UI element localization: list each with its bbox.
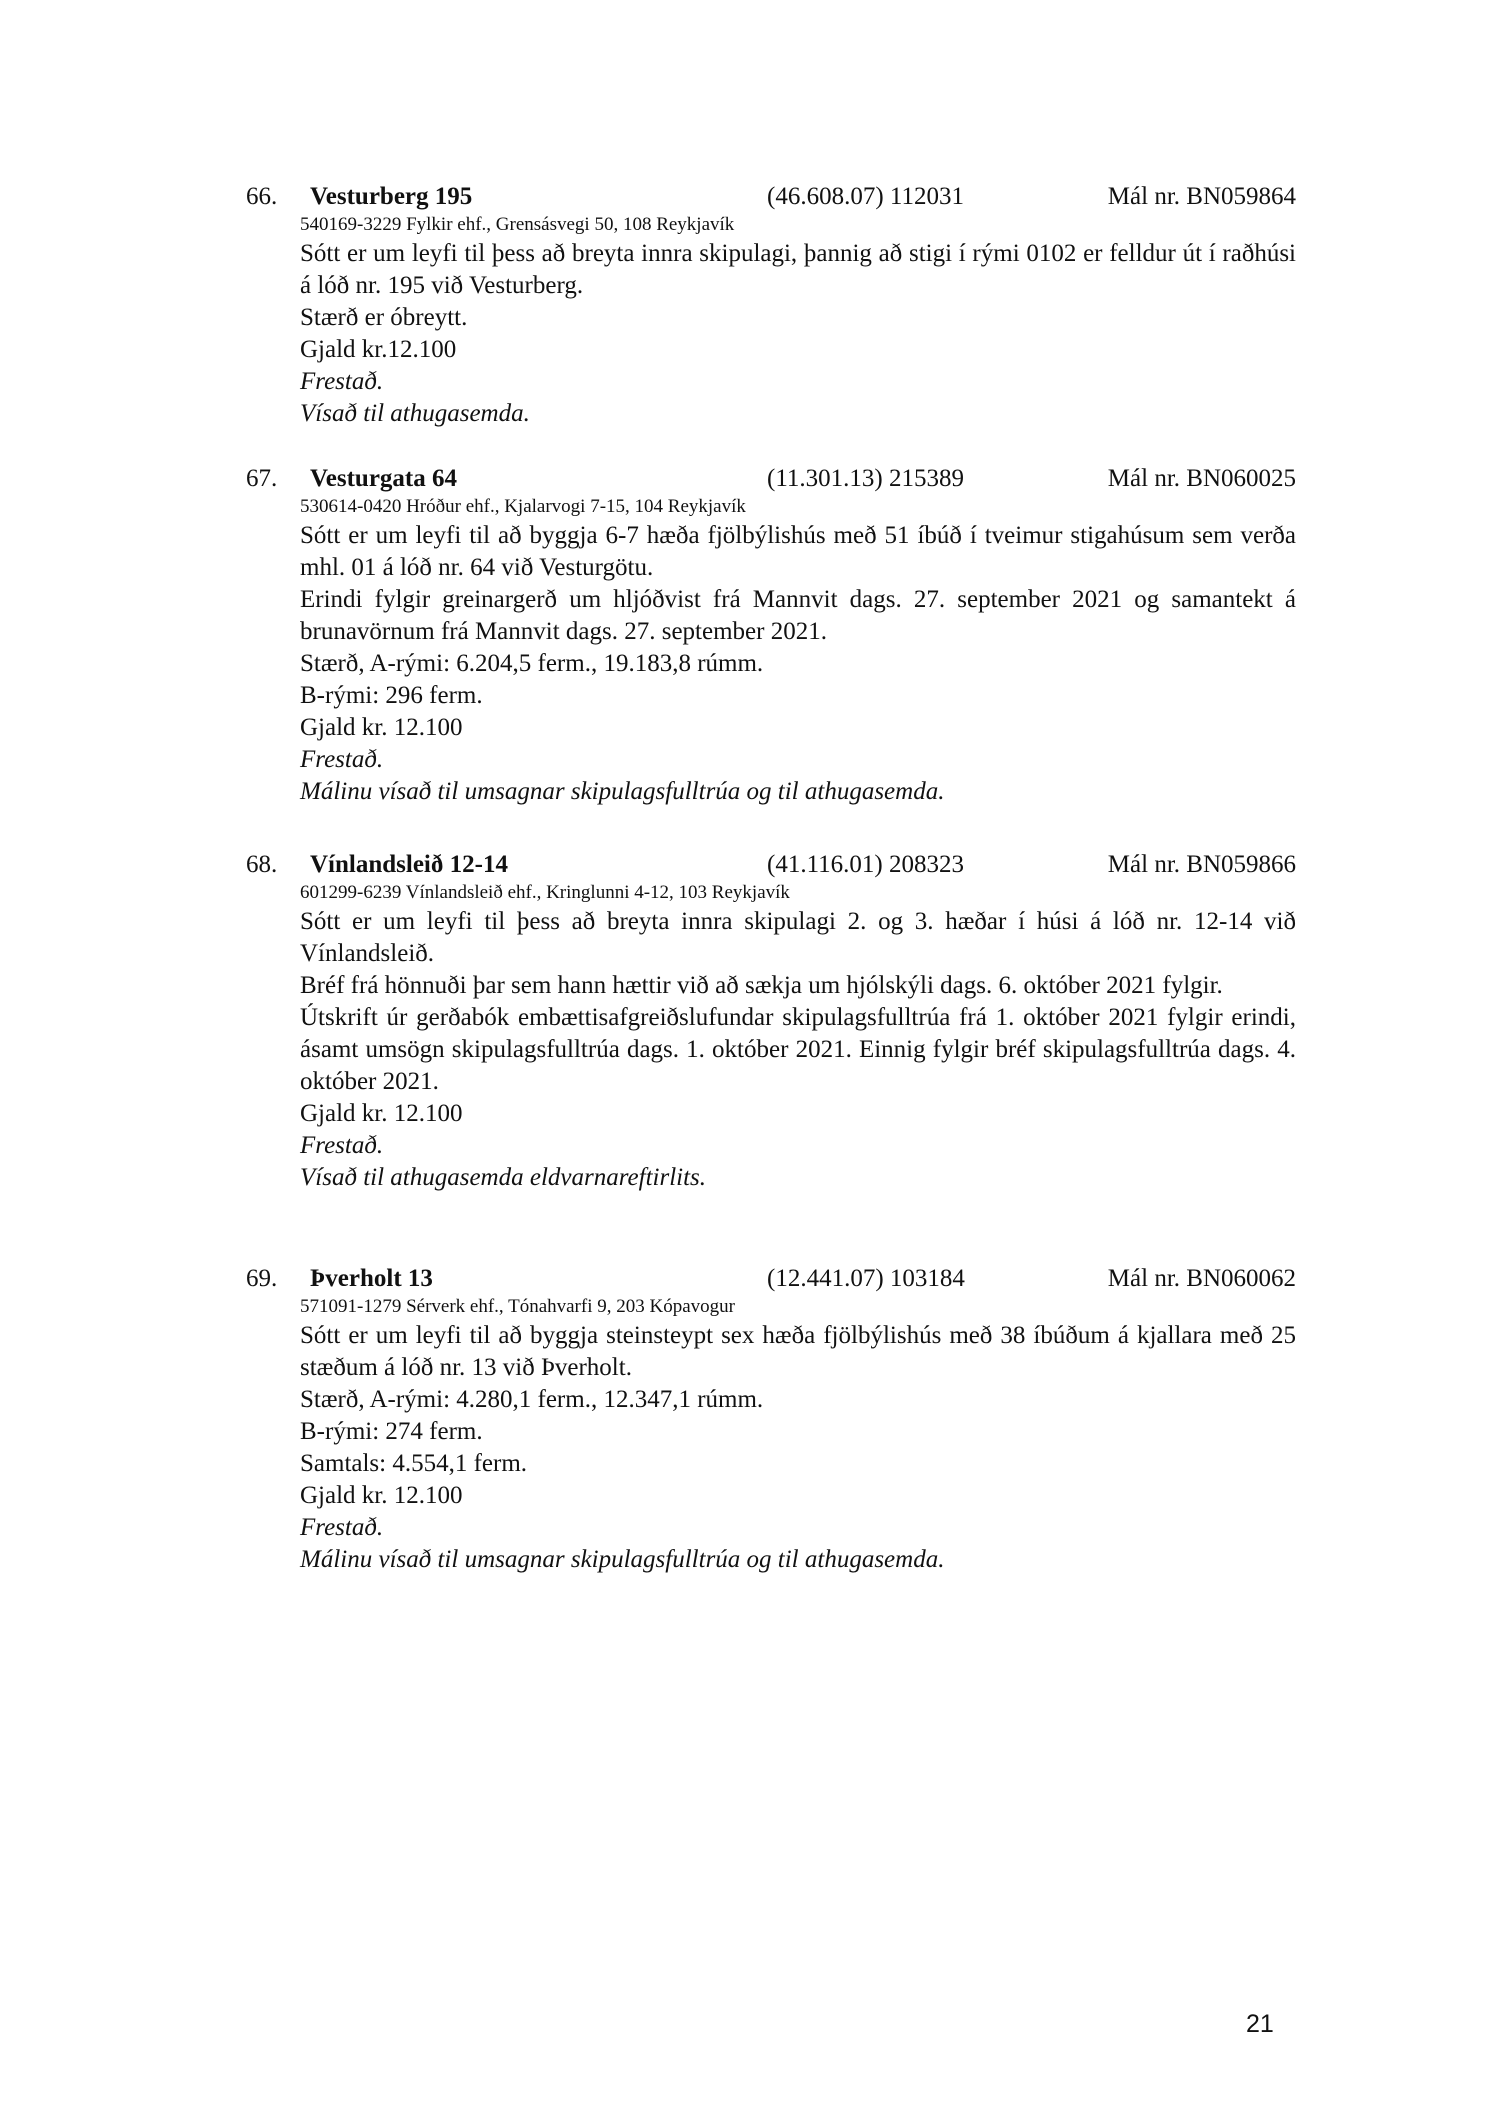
case-decision: Vísað til athugasemda.	[300, 400, 530, 427]
case-entry	[246, 848, 1296, 1194]
case-address: Vínlandsleið 12-14	[310, 851, 508, 878]
page-number: 21	[1246, 2010, 1274, 2038]
case-decision: Frestað.	[300, 746, 384, 773]
case-header	[246, 462, 1296, 495]
case-text: Sótt er um leyfi til að byggja steinsteypt sex hæða fjölbýlishús með 38 íbúðum á kjallara með 25 stæðum á lóð nr. 13 við Þverholt.	[300, 1322, 1296, 1381]
case-id: Mál nr. BN059866	[1107, 851, 1296, 878]
case-body	[300, 496, 1296, 808]
case-header	[246, 848, 1296, 881]
case-fee: Gjald kr.12.100	[300, 336, 457, 363]
case-text: Útskrift úr gerðabók embættisafgreiðslufundar skipulagsfulltrúa frá 1. október 2021 fylgir erindi, ásamt umsögn skipulagsfulltrúa dags. 1. október 2021. Einnig fylgir bréf skipulagsfulltrúa dags. 4. október 2021.	[300, 1004, 1296, 1095]
case-decision: Málinu vísað til umsagnar skipulagsfulltrúa og til athugasemda.	[300, 778, 945, 805]
applicant: 571091-1279 Sérverk ehf., Tónahvarfi 9, 203 Kópavogur	[300, 1296, 735, 1317]
case-body	[300, 882, 1296, 1194]
applicant: 601299-6239 Vínlandsleið ehf., Kringlunni 4-12, 103 Reykjavík	[300, 882, 790, 903]
case-decision: Frestað.	[300, 1514, 384, 1541]
case-text: Stærð er óbreytt.	[300, 304, 468, 331]
case-number: 66.	[246, 183, 278, 210]
case-decision: Málinu vísað til umsagnar skipulagsfulltrúa og til athugasemda.	[300, 1546, 945, 1573]
case-entry	[246, 1262, 1296, 1576]
case-number: 67.	[246, 465, 278, 492]
case-decision: Frestað.	[300, 1132, 384, 1159]
case-number: 68.	[246, 851, 278, 878]
case-number: 69.	[246, 1265, 278, 1292]
case-land-code: (12.441.07) 103184	[767, 1265, 965, 1292]
case-land-code: (11.301.13) 215389	[767, 465, 964, 492]
case-decision: Frestað.	[300, 368, 384, 395]
case-text: B-rými: 274 ferm.	[300, 1418, 483, 1445]
case-text: Sótt er um leyfi til þess að breyta innra skipulagi, þannig að stigi í rými 0102 er felldur út í raðhúsi á lóð nr. 195 við Vesturberg.	[300, 240, 1296, 299]
case-entry	[246, 462, 1296, 808]
case-id: Mál nr. BN060025	[1107, 465, 1296, 492]
case-text: Sótt er um leyfi til að byggja 6-7 hæða fjölbýlishús með 51 íbúð í tveimur stigahúsum sem verða mhl. 01 á lóð nr. 64 við Vesturgötu.	[300, 522, 1296, 581]
case-fee: Gjald kr. 12.100	[300, 714, 463, 741]
case-header	[246, 1262, 1296, 1295]
case-header	[246, 180, 1296, 213]
case-text: B-rými: 296 ferm.	[300, 682, 483, 709]
case-text: Samtals: 4.554,1 ferm.	[300, 1450, 528, 1477]
case-entry	[246, 180, 1296, 430]
case-text: Stærð, A-rými: 4.280,1 ferm., 12.347,1 rúmm.	[300, 1386, 764, 1413]
case-fee: Gjald kr. 12.100	[300, 1100, 463, 1127]
applicant: 540169-3229 Fylkir ehf., Grensásvegi 50, 108 Reykjavík	[300, 214, 735, 235]
case-address: Þverholt 13	[310, 1265, 433, 1292]
case-address: Vesturberg 195	[310, 183, 473, 210]
case-body	[300, 1296, 1296, 1576]
case-body	[300, 214, 1296, 430]
case-fee: Gjald kr. 12.100	[300, 1482, 463, 1509]
case-text: Sótt er um leyfi til þess að breyta innra skipulagi 2. og 3. hæðar í húsi á lóð nr. 12-14 við Vínlandsleið.	[300, 908, 1296, 967]
case-id: Mál nr. BN060062	[1107, 1265, 1296, 1292]
applicant: 530614-0420 Hróður ehf., Kjalarvogi 7-15, 104 Reykjavík	[300, 496, 746, 517]
case-decision: Vísað til athugasemda eldvarnareftirlits.	[300, 1164, 707, 1191]
case-text: Stærð, A-rými: 6.204,5 ferm., 19.183,8 rúmm.	[300, 650, 764, 677]
case-text: Erindi fylgir greinargerð um hljóðvist frá Mannvit dags. 27. september 2021 og samantekt á brunavörnum frá Mannvit dags. 27. september 2021.	[300, 586, 1296, 645]
case-land-code: (46.608.07) 112031	[767, 183, 964, 210]
case-land-code: (41.116.01) 208323	[767, 851, 964, 878]
case-address: Vesturgata 64	[310, 465, 457, 492]
case-id: Mál nr. BN059864	[1107, 183, 1296, 210]
case-text: Bréf frá hönnuði þar sem hann hættir við að sækja um hjólskýli dags. 6. október 2021 fylgir.	[300, 972, 1223, 999]
